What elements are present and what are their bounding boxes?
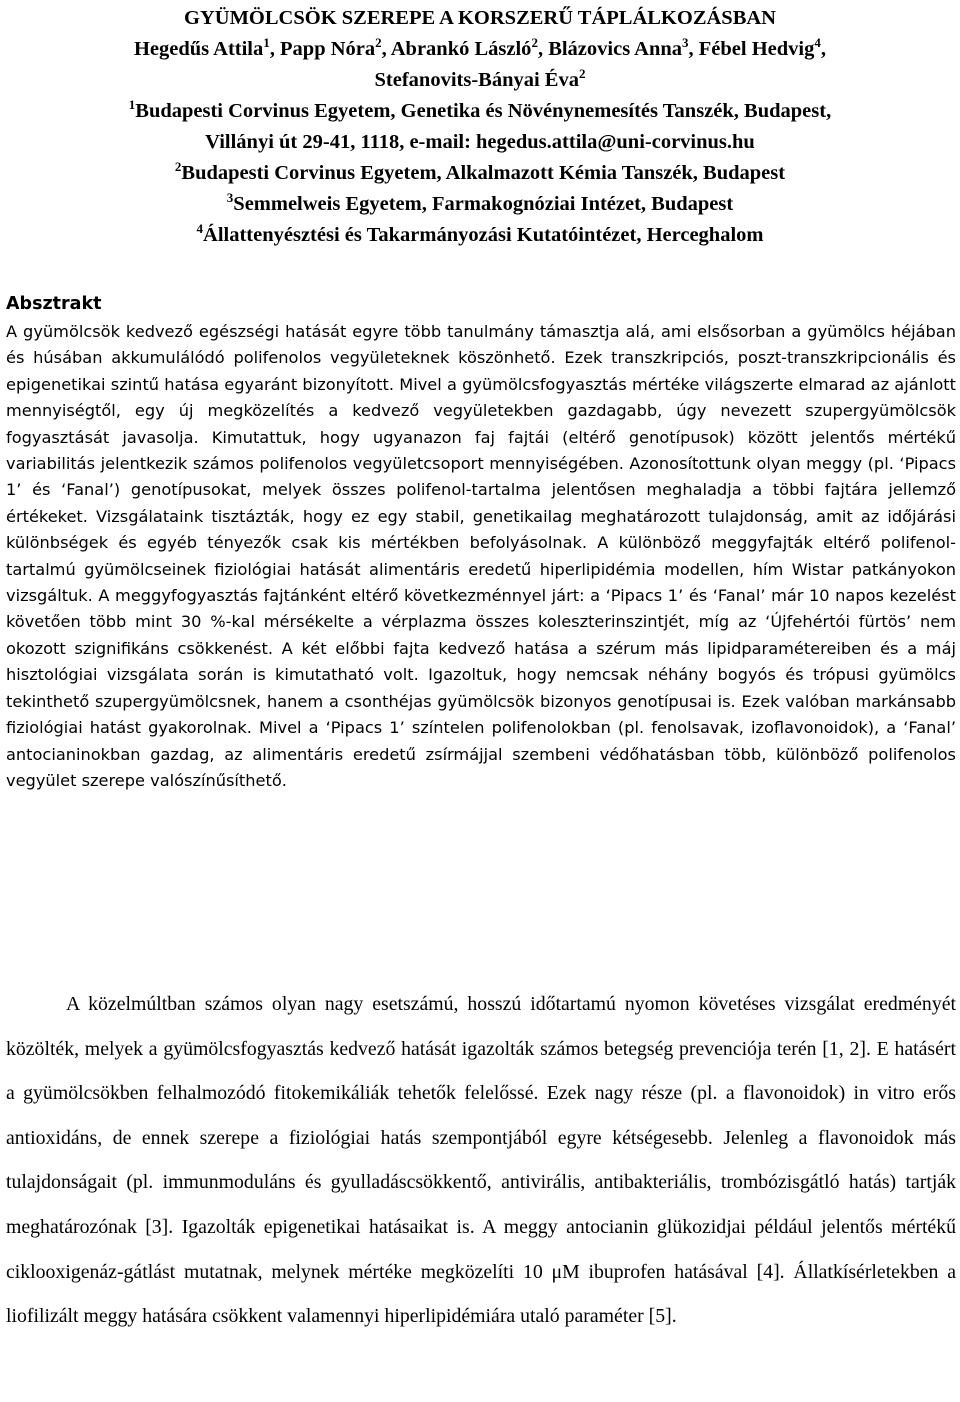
abstract-body: A gyümölcsök kedvező egészségi hatását egyre több tanulmány támasztja alá, ami elsősorban a gyümölcs héjában és húsában akkumulálódó polifenolos vegyületeknek köszönhető. Ezek transzkripciós, poszt-transzkripcionális és epigenetikai szintű hatása egyaránt bizonyított. Mivel a gyümölcsfogyasztás mértéke világszerte elmarad az ajánlott mennyiségtől, egy új megközelítés a kedvező vegyületekben gazdagabb, úgy nevezett szupergyümölcsök fogyasztását javasolja. Kimutattuk, hogy ugyanazon faj fajtái (eltérő genotípusok) között jelentős mértékű variabilitás jelentkezik számos polifenolos vegyületcsoport mennyiségében. Azonosítottunk olyan meggy (pl. ‘Pipacs 1’ és ‘Fanal’) genotípusokat, melyek összes polifenol-tartalma jelentősen meghaladja a többi fajtára jellemző értékeket. Vizsgálataink tisztázták, hogy ez egy stabil, genetikailag meghatározott tulajdonság, amit az időjárási különbségek és egyéb tényezők csak kis mértékben befolyásolnak. A különböző meggyfajták eltérő polifenol-tartalmú gyümölcseinek fiziológiai hatását alimentáris eredetű hiperlipidémia modellen, hím Wistar patkányokon vizsgáltuk. A meggyfogyasztás fajtánként eltérő következménnyel járt: a ‘Pipacs 1’ és ‘Fanal’ már 10 napos kezelést követően több mint 30 %-kal mérsékelte a vérplazma összes koleszterinszintjét, míg az ‘Újfehértói fürtös’ nem okozott szignifikáns csökkenést. A két előbbi fajta kedvező hatása a szérum más lipidparamétereiben és a máj hisztológiai vizsgálata során is kimutatható volt. Igazoltuk, hogy nemcsak néhány bogyós és trópusi gyümölcs tekinthető szupergyümölcsnek, hanem a csonthéjas gyümölcsök bizonyos genotípusai is. Ezek valóban markánsabb fiziológiai hatást gyakorolnak. Mivel a ‘Pipacs 1’ színtelen polifenolokban (pl. fenolsavak, izoflavonoidok), a ‘Fanal’ antocianinokban gazdag, az alimentáris eredetű zsírmájjal szembeni védőhatásban több, különböző polifenolos vegyület szerepe valószínűsíthető. — [6, 322, 956, 790]
affiliation-mark: 2 — [174, 159, 182, 174]
body-paragraph: A közelmúltban számos olyan nagy esetszámú, hosszú időtartamú nyomon követéses vizsgálat eredményét közölték, melyek a gyümölcsfogyasztás kedvező hatását igazolták számos betegség prevenciója terén [1, 2]. E hatásért a gyümölcsökben felhalmozódó fitokemikáliák tehetők felelőssé. Ezek nagy része (pl. a flavonoidok) in vitro erős antioxidáns, de ennek szerepe a fiziológiai hatás szempontjából egyre kétségesebb. Jelenleg a flavonoidok más tulajdonságait (pl. immunmoduláns és gyulladáscsökkentő, antivirális, antibakteriális, trombózisgátló hatás) tartják meghatározónak [3]. Igazolták epigenetikai hatásaikat is. A meggy antocianin glükozidjai például jelentős mértékű ciklooxigenáz-gátlást mutatnak, melynek mértéke megközelíti 10 μM ibuprofen hatásával [4]. Állatkísérletekben a liofilizált meggy hatására csökkent valamennyi hiperlipidémiára utaló paraméter [5]. — [6, 993, 956, 1328]
author-name: Fébel Hedvig — [698, 38, 815, 60]
author-affiliation-mark: 2 — [531, 35, 538, 50]
abstract-section — [6, 290, 956, 794]
author-name: Abrankó László — [390, 38, 532, 60]
author-affiliation-mark: 3 — [682, 35, 689, 50]
author-name: Stefanovits-Bányai Éva — [374, 69, 579, 91]
author-affiliation-mark: 1 — [263, 35, 270, 50]
author-name: Hegedűs Attila — [133, 38, 264, 60]
affiliation-address-email: Villányi út 29-41, 1118, e-mail: hegedus.attila@uni-corvinus.hu — [205, 131, 755, 153]
author-name: Blázovics Anna — [548, 38, 683, 60]
affiliation-1-line-1 — [0, 97, 960, 128]
authors-line-1: Hegedűs Attila$^1$, Papp Nóra$^2$, Abrankó László$^2$, Blázovics Anna$^3$, Fébel Hedvig$^4$, — [133, 35, 826, 60]
authors-line-2 — [0, 66, 960, 97]
affiliation-4 — [0, 221, 960, 252]
body-section — [6, 982, 956, 1339]
affiliation-text: Budapesti Corvinus Egyetem, Genetika és Növénynemesítés Tanszék, Budapest, — [135, 100, 832, 122]
author-affiliation-mark: 2 — [375, 35, 382, 50]
author-name: Papp Nóra — [280, 38, 376, 60]
paper-title: GYÜMÖLCSÖK SZEREPE A KORSZERŰ TÁPLÁLKOZÁSBAN — [184, 7, 776, 29]
affiliation-2 — [0, 159, 960, 190]
affiliation-1-line-2 — [0, 128, 960, 159]
affiliation-text: Állattenyésztési és Takarmányozási Kutatóintézet, Herceghalom — [203, 224, 764, 246]
paper-header — [0, 4, 960, 252]
abstract-heading: Absztrakt — [6, 294, 102, 314]
affiliation-text: Semmelweis Egyetem, Farmakognóziai Intézet, Budapest — [233, 193, 734, 215]
affiliation-3 — [0, 190, 960, 221]
affiliation-mark: 4 — [196, 221, 204, 236]
affiliation-mark: 1 — [128, 97, 136, 112]
affiliation-mark: 3 — [226, 190, 234, 205]
author-affiliation-mark: 4 — [814, 35, 821, 50]
author-affiliation-mark: 2 — [578, 66, 586, 81]
affiliation-text: Budapesti Corvinus Egyetem, Alkalmazott Kémia Tanszék, Budapest — [181, 162, 786, 184]
